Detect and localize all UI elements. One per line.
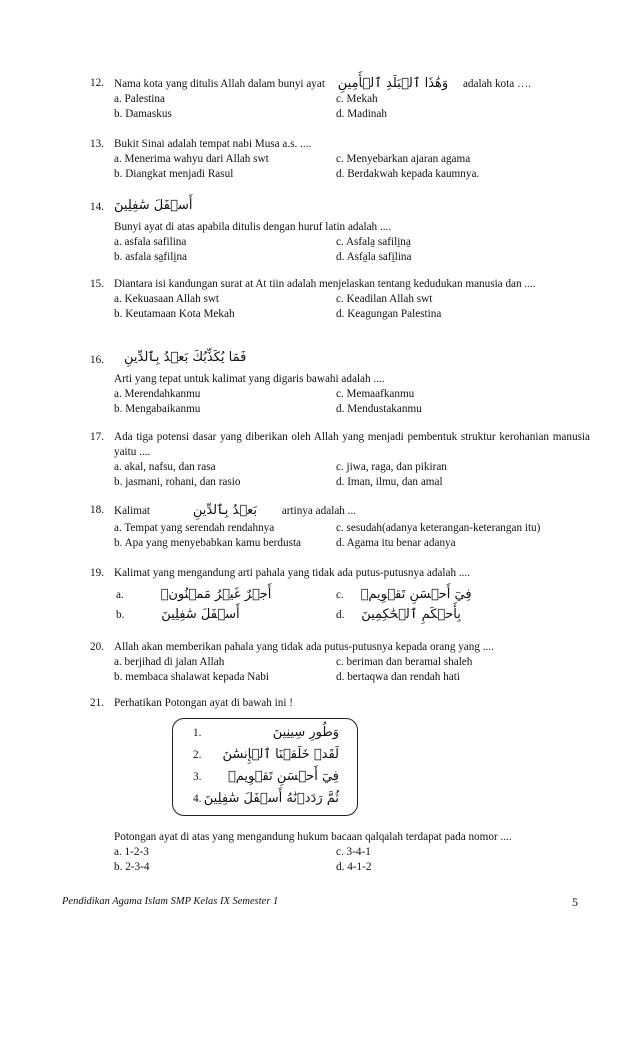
option-c: c. Menyebarkan ajaran agama — [336, 153, 471, 165]
verse-row-1 — [193, 723, 343, 745]
question-text — [114, 76, 590, 92]
option-arabic: بِأَحۡكَمِ ٱلۡحَٰكِمِينَ — [361, 607, 461, 622]
option-a: a. Kekuasaan Allah swt — [114, 293, 220, 305]
options — [114, 845, 590, 875]
option-a: a. Menerima wahyu dari Allah swt — [114, 153, 269, 165]
options — [114, 521, 590, 551]
question-number: 19. — [90, 567, 104, 579]
question-18 — [90, 503, 590, 551]
question-stem: Nama kota yang ditulis Allah dalam bunyi ayat — [114, 78, 325, 90]
verse-box — [172, 718, 358, 816]
option-b: b. Apa yang menyebabkan kamu berdusta — [114, 537, 302, 549]
question-number: 20. — [90, 641, 104, 653]
option-arabic: فِيٓ أَحۡسَنِ تَقۡوِيمٖ — [360, 587, 472, 602]
verse-row-3 — [193, 767, 343, 789]
question-21-followup — [90, 830, 590, 875]
question-arabic-line — [114, 198, 590, 220]
options — [114, 655, 590, 685]
options — [114, 92, 590, 122]
question-number: 18. — [90, 504, 104, 516]
question-17 — [90, 430, 590, 490]
option-b: b. Mengabaikanmu — [114, 403, 201, 415]
option-d: d. Berdakwah kepada kaumnya. — [336, 168, 480, 180]
question-number: 17. — [90, 431, 104, 443]
option-arabic: أَجۡرٌ غَيۡرُ مَمۡنُونٖ — [160, 587, 272, 602]
option-c: c. beriman dan beramal shaleh — [336, 656, 473, 668]
question-21 — [90, 696, 590, 711]
option-c: c. sesudah(adanya keterangan-keterangan itu) — [336, 522, 541, 534]
options — [114, 581, 590, 627]
question-text: Allah akan memberikan pahala yang tidak ada putus-putusnya kepada orang yang .... — [114, 641, 494, 653]
verse-arabic: لَقَدۡ خَلَقۡنَا ٱلۡإِنسَٰنَ — [222, 747, 339, 762]
option-a — [116, 587, 271, 603]
option-b: b. 2-3-4 — [114, 861, 150, 873]
options — [114, 152, 590, 182]
question-text — [114, 503, 590, 521]
question-suffix: artinya adalah ... — [281, 505, 357, 517]
question-13 — [90, 137, 590, 182]
option-d: d. Asfa̱la safi̱lina — [336, 251, 412, 263]
question-number: 12. — [90, 77, 104, 89]
option-c: c. jiwa, raga, dan pikiran — [336, 461, 447, 473]
question-text: Bukit Sinai adalah tempat nabi Musa a.s. .... — [114, 138, 312, 150]
question-text: Diantara isi kandungan surat at At tiin adalah menjelaskan tentang kedudukan manusia dan .... — [114, 278, 536, 290]
option-b: b. Diangkat menjadi Rasul — [114, 168, 234, 180]
option-a: a. akal, nafsu, dan rasa — [114, 461, 216, 473]
option-b: b. jasmani, rohani, dan rasio — [114, 476, 241, 488]
question-text: Perhatikan Potongan ayat di bawah ini ! — [114, 697, 293, 709]
option-d — [336, 607, 461, 623]
verse-row-2 — [193, 745, 343, 767]
option-d: d. Agama itu benar adanya — [336, 537, 456, 549]
option-label: a. — [116, 589, 124, 601]
option-a: a. Palestina — [114, 93, 165, 105]
option-a: a. Tempat yang serendah rendahnya — [114, 522, 275, 534]
option-b: b. membaca shalawat kepada Nabi — [114, 671, 270, 683]
question-15 — [90, 277, 590, 322]
option-d: d. Madinah — [336, 108, 387, 120]
verse-number: 2. — [193, 749, 202, 761]
question-number: 15. — [90, 278, 104, 290]
option-label: c. — [336, 589, 344, 601]
question-20 — [90, 640, 590, 685]
question-text: Bunyi ayat di atas apabila ditulis dengan huruf latin adalah .... — [114, 221, 392, 233]
option-d: d. bertaqwa dan rendah hati — [336, 671, 460, 683]
question-text: Arti yang tepat untuk kalimat yang digaris bawahi adalah .... — [114, 373, 385, 385]
verse-number: 4. — [193, 793, 202, 805]
option-d: d. 4-1-2 — [336, 861, 372, 873]
option-a: a. Merendahkanmu — [114, 388, 201, 400]
verse-arabic: فِيٓ أَحۡسَنِ تَقۡوِيمٖ — [227, 769, 339, 784]
option-b: b. Keutamaan Kota Mekah — [114, 308, 235, 320]
arabic-verse: أَسۡفَلَ سَٰفِلِينَ — [114, 198, 193, 213]
option-label: b. — [116, 609, 125, 621]
verse-arabic: وَطُورِ سِينِينَ — [272, 725, 339, 740]
option-c: c. 3-4-1 — [336, 846, 371, 858]
options — [114, 460, 590, 490]
verse-number: 3. — [193, 771, 202, 783]
option-b — [116, 607, 240, 623]
option-d: d. Mendustakanmu — [336, 403, 422, 415]
question-14 — [90, 198, 590, 265]
verse-arabic: ثُمَّ رَدَدۡنَٰهُ أَسۡفَلَ سَٰفِلِينَ — [203, 791, 339, 806]
option-c: c. Keadilan Allah swt — [336, 293, 433, 305]
option-c: c. Mekah — [336, 93, 378, 105]
option-arabic: أَسۡفَلَ سَٰفِلِينَ — [161, 607, 240, 622]
question-12 — [90, 76, 590, 122]
question-text: Kalimat yang mengandung arti pahala yang tidak ada putus-putusnya adalah .... — [114, 567, 471, 579]
verse-number: 1. — [193, 727, 202, 739]
options — [114, 292, 590, 322]
option-d: d. Keagungan Palestina — [336, 308, 442, 320]
question-text: Ada tiga potensi dasar yang diberikan oleh Allah yang menjadi pembentuk struktur kerohanian manusia yaitu .... — [114, 431, 590, 458]
option-label: d. — [336, 609, 345, 621]
options — [114, 235, 590, 265]
question-text: Potongan ayat di atas yang mengandung hukum bacaan qalqalah terdapat pada nomor .... — [114, 831, 512, 843]
arabic-verse: بَعۡدُ بِٱلدِّينِ — [192, 503, 258, 518]
page-footer: Pendidikan Agama Islam SMP Kelas IX Semester 1 — [62, 896, 279, 907]
page-number: 5 — [572, 895, 578, 909]
verse-row-4 — [193, 789, 343, 811]
question-arabic-line — [114, 350, 590, 372]
option-a: a. 1-2-3 — [114, 846, 149, 858]
option-c — [336, 587, 472, 603]
option-c: c. Asfala̱ safili̱na̱ — [336, 236, 411, 248]
option-d: d. Iman, ilmu, dan amal — [336, 476, 443, 488]
option-b: b. asfala sa̱fili̱na — [114, 251, 187, 263]
option-a: a. berjihad di jalan Allah — [114, 656, 225, 668]
option-a: a. asfala safilina — [114, 236, 187, 248]
question-number: 13. — [90, 138, 104, 150]
question-16 — [90, 350, 590, 417]
question-stem: Kalimat — [114, 505, 151, 517]
question-suffix: adalah kota …. — [462, 78, 531, 90]
options — [114, 387, 590, 417]
question-number: 16. — [90, 354, 104, 366]
question-number: 21. — [90, 697, 104, 709]
option-c: c. Memaafkanmu — [336, 388, 415, 400]
arabic-verse: وَهَٰذَا ٱلۡبَلَدِ ٱلۡأَمِينِ — [337, 76, 449, 91]
question-19 — [90, 566, 590, 627]
question-number: 14. — [90, 201, 104, 213]
arabic-verse: فَمَا يُكَذِّبُكَ بَعۡدُ بِٱلدِّينِ — [124, 350, 247, 365]
option-b: b. Damaskus — [114, 108, 172, 120]
